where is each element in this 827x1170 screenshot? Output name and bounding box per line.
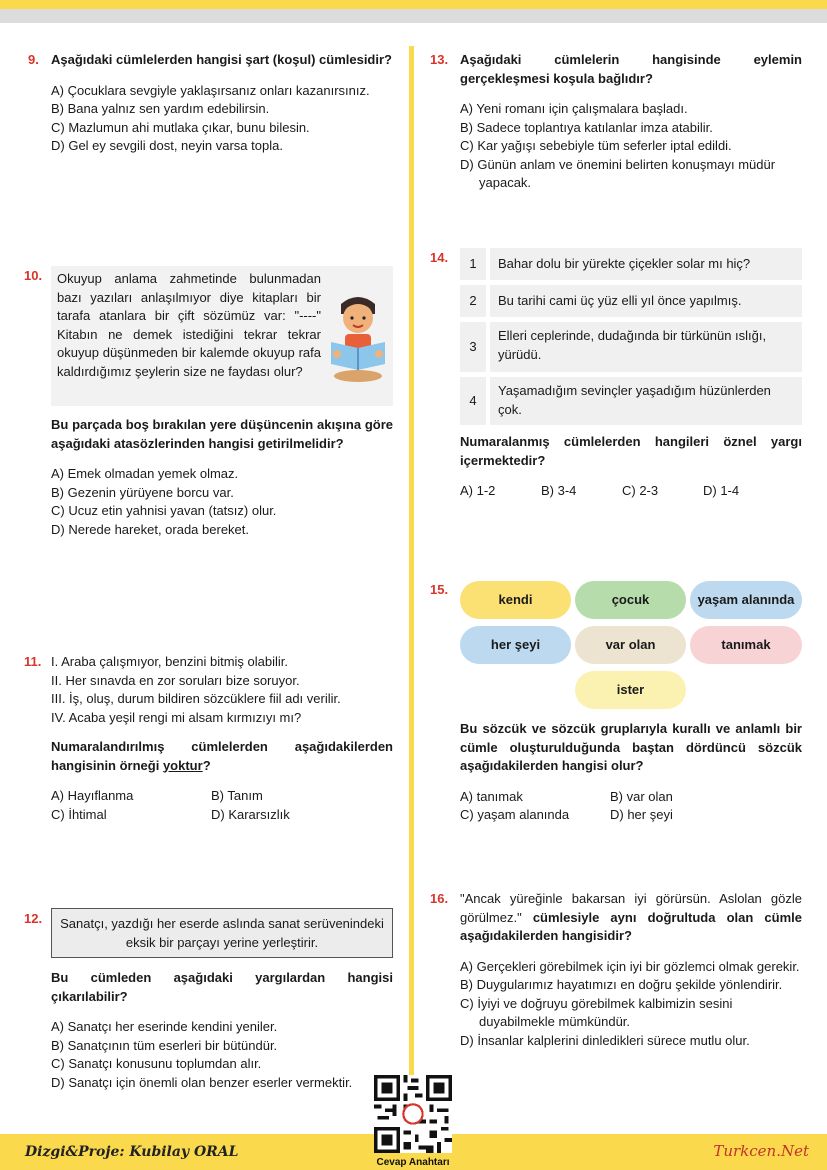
option-d[interactable]: D) Nerede hareket, orada bereket. [51, 521, 249, 537]
word-pill: yaşam alanında [690, 581, 802, 619]
question-stem: Bu sözcük ve sözcük gruplarıyla kurallı ve anlamlı bir cümle oluşturulduğunda baştan dördüncü sözcük aşağıdakilerden hangisi olur? [460, 721, 802, 773]
stem-end: ? [202, 757, 211, 773]
sentence-number: 4 [460, 377, 486, 425]
question-stem [460, 890, 802, 946]
top-gray-bar [0, 9, 827, 23]
option-c[interactable]: C) İyiyi ve doğruyu görebilmek kalbimizin sesini duyabilmekle mümkündür. [460, 995, 733, 1029]
option-a[interactable]: A) Gerçekleri görebilmek için iyi bir gözlemci olmak gerekir. [460, 958, 800, 974]
options-list [460, 482, 802, 501]
stem-bold: cümlesiyle aynı doğrultuda olan cümle aşağıdakilerden hangisidir? [460, 909, 802, 943]
question-stem: Bu cümleden aşağıdaki yargılardan hangisi çıkarılabilir? [51, 970, 393, 1004]
question-stem: Aşağıdaki cümlelerin hangisinde eylemin gerçekleşmesi koşula bağlıdır? [460, 52, 802, 86]
option-d[interactable]: D) Sanatçı için önemli olan benzer eserler vermektir. [51, 1074, 353, 1090]
option-b[interactable]: B) Duygularımız hayatımızı en doğru şekilde yönlendirir. [460, 977, 783, 992]
option-a[interactable]: A) Sanatçı her eserinde kendini yeniler. [51, 1019, 278, 1034]
options-list [51, 465, 393, 539]
option-b[interactable]: B) Bana yalnız sen yardım edebilirsin. [51, 101, 270, 116]
options-list [460, 788, 802, 825]
quote-box: Sanatçı, yazdığı her eserde aslında sanat serüvenindeki eksik bir parçayı yerine yerleştirir. [51, 908, 393, 958]
option-b[interactable]: B) 3-4 [541, 483, 577, 498]
statement-1: I. Araba çalışmıyor, benzini bitmiş olabilir. [51, 654, 288, 669]
question-11 [51, 653, 393, 824]
option-a[interactable]: A) 1-2 [460, 483, 496, 498]
question-13 [460, 51, 802, 193]
options-list [51, 1018, 393, 1092]
qr-code-icon[interactable] [374, 1075, 452, 1153]
option-a[interactable]: A) Çocuklara sevgiyle yaklaşırsanız onları kazanırsınız. [51, 82, 370, 98]
option-d[interactable]: D) her şeyi [610, 807, 673, 822]
option-d[interactable]: D) Gel ey sevgili dost, neyin varsa topla. [51, 138, 283, 153]
sentence-text: Bu tarihi cami üç yüz elli yıl önce yapılmış. [490, 285, 802, 317]
question-stem: Aşağıdaki cümlelerden hangisi şart (koşul) cümlesidir? [51, 52, 392, 67]
question-stem: Numaralanmış cümlelerden hangileri öznel yargı içermektedir? [460, 434, 802, 468]
options-list [51, 787, 393, 824]
question-10 [51, 266, 393, 539]
passage-text: Okuyup anlama zahmetinde bulunmadan bazı yazıları anlaşılmıyor diye kitapları bir tarafa atanlara bir çift sözümüz var: "----" Kitabın ne demek istediğini tekrar tekrar okuyup düşünmeden bir kalemde okuyup rafa kaldırdığımız şeylerin size ne faydası olur? [57, 271, 321, 379]
question-number: 11. [24, 654, 42, 669]
reading-child-illustration [327, 292, 389, 382]
statement-3: III. İş, oluş, durum bildiren sözcüklere fiil adı verilir. [51, 691, 341, 706]
question-number: 10. [24, 268, 43, 283]
option-c[interactable]: C) yaşam alanında [460, 807, 570, 822]
question-number: 13. [430, 52, 449, 67]
numbered-sentence-2 [460, 285, 802, 317]
option-a[interactable]: A) Hayıflanma [51, 788, 134, 803]
numbered-sentence-3 [460, 322, 802, 372]
sentence-text: Elleri ceplerinde, dudağında bir türkünün ıslığı, yürüdü. [490, 322, 802, 372]
option-d[interactable]: D) 1-4 [703, 483, 740, 498]
stem-quote: "Ancak yüreğinle bakarsan iyi görürsün. Aslolan gözle görülmez." [460, 891, 802, 925]
word-pill: var olan [575, 626, 686, 664]
reading-passage [51, 266, 393, 406]
option-c[interactable]: C) İhtimal [51, 806, 107, 822]
sentence-text: Yaşamadığım sevinçler yaşadığım hüzünlerden çok. [490, 377, 802, 425]
question-14 [460, 248, 802, 501]
numbered-sentence-4 [460, 377, 802, 425]
options-list [51, 82, 393, 156]
word-pill: tanımak [690, 626, 802, 664]
option-d[interactable]: D) Kararsızlık [211, 806, 290, 822]
option-c[interactable]: C) Mazlumun ahi mutlaka çıkar, bunu bilesin. [51, 119, 310, 135]
word-pill: çocuk [575, 581, 686, 619]
question-number: 16. [430, 891, 449, 906]
options-list [460, 100, 802, 193]
top-color-bar [0, 0, 827, 9]
statement-2: II. Her sınavda en zor soruları bize soruyor. [51, 672, 300, 688]
sentence-text: Bahar dolu bir yürekte çiçekler solar mı hiç? [490, 248, 802, 280]
statement-4: IV. Acaba yeşil rengi mi alsam kırmızıyı mı? [51, 709, 302, 725]
options-list [460, 958, 802, 1051]
statement-list [51, 653, 393, 727]
brand-logo[interactable]: Turkcen.Net [713, 1142, 809, 1160]
question-number: 12. [24, 911, 43, 926]
option-b[interactable]: B) var olan [610, 788, 673, 804]
sentence-number: 2 [460, 285, 486, 317]
sentence-number: 3 [460, 322, 486, 372]
column-divider [409, 46, 414, 1121]
option-c[interactable]: C) 2-3 [622, 483, 659, 498]
question-15 [460, 720, 802, 825]
stem-underlined: yoktur [162, 757, 203, 773]
qr-label: Cevap Anahtarı [376, 1157, 450, 1168]
option-b[interactable]: B) Tanım [211, 788, 263, 803]
word-pill: ister [575, 671, 686, 709]
numbered-sentence-1 [460, 248, 802, 280]
word-pill: her şeyi [460, 626, 571, 664]
option-a[interactable]: A) Yeni romanı için çalışmalara başladı. [460, 101, 688, 116]
option-c[interactable]: C) Ucuz etin yahnisi yavan (tatsız) olur. [51, 503, 277, 518]
sentence-number: 1 [460, 248, 486, 280]
option-d[interactable]: D) Günün anlam ve önemini belirten konuşmayı müdür yapacak. [460, 156, 776, 190]
word-pill: kendi [460, 581, 571, 619]
option-a[interactable]: A) Emek olmadan yemek olmaz. [51, 466, 239, 481]
question-12 [51, 908, 393, 1092]
option-c[interactable]: C) Kar yağışı sebebiyle tüm seferler iptal edildi. [460, 138, 732, 153]
question-stem: Bu parçada boş bırakılan yere düşüncenin akışına göre aşağıdaki atasözlerinden hangisi getirilmelidir? [51, 417, 393, 451]
option-b[interactable]: B) Gezenin yürüyene borcu var. [51, 484, 234, 500]
option-b[interactable]: B) Sanatçının tüm eserleri bir bütündür. [51, 1037, 278, 1053]
stem-part: Numaralandırılmış cümlelerden aşağıdakilerden hangisinin örneği [51, 739, 393, 773]
option-d[interactable]: D) İnsanlar kalplerini dinledikleri sürece mutlu olur. [460, 1032, 750, 1048]
credit-text: Dizgi&Proje: Kubilay ORAL [25, 1144, 239, 1160]
question-number: 15. [430, 582, 449, 597]
option-b[interactable]: B) Sadece toplantıya katılanlar imza atabilir. [460, 119, 713, 135]
question-16 [460, 890, 802, 1050]
option-c[interactable]: C) Sanatçı konusunu toplumdan alır. [51, 1056, 262, 1071]
question-9 [51, 51, 393, 156]
question-stem [51, 738, 393, 775]
option-a[interactable]: A) tanımak [460, 788, 523, 804]
question-number: 14. [430, 250, 449, 265]
question-number: 9. [28, 52, 39, 67]
